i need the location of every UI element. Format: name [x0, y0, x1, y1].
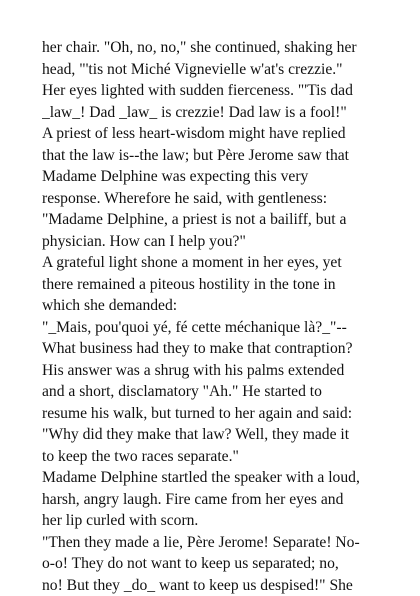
- paragraph-2: [42, 123, 402, 209]
- paragraph-4: [42, 252, 402, 317]
- text-line: "Then they made a lie, Père Jerome! Separate! No-: [42, 532, 402, 554]
- text-line: that the law is--the law; but Père Jerome saw that: [42, 145, 402, 167]
- text-line: _law_! Dad _law_ is crezzie! Dad law is a fool!": [42, 102, 402, 124]
- text-line: her lip curled with scorn.: [42, 510, 402, 532]
- text-line: harsh, angry laugh. Fire came from her eyes and: [42, 489, 402, 511]
- text-line: His answer was a shrug with his palms extended: [42, 360, 402, 382]
- text-line: A priest of less heart-wisdom might have replied: [42, 123, 402, 145]
- text-line: response. Wherefore he said, with gentleness:: [42, 188, 402, 210]
- text-line: Madame Delphine startled the speaker with a loud,: [42, 467, 402, 489]
- body-text: [42, 37, 402, 596]
- text-line: there remained a piteous hostility in the tone in: [42, 274, 402, 296]
- text-line: resume his walk, but turned to her again and said:: [42, 403, 402, 425]
- text-line: and a short, disclamatory "Ah." He started to: [42, 381, 402, 403]
- text-line: Madame Delphine was expecting this very: [42, 166, 402, 188]
- paragraph-8: [42, 532, 402, 596]
- text-line: which she demanded:: [42, 295, 402, 317]
- text-line: to keep the two races separate.": [42, 446, 402, 468]
- paragraph-6: [42, 360, 402, 468]
- text-line: What business had they to make that contraption?: [42, 338, 402, 360]
- text-line: her chair. "Oh, no, no," she continued, shaking her: [42, 37, 402, 59]
- paragraph-1: [42, 37, 402, 123]
- paragraph-7: [42, 467, 402, 532]
- text-line: o-o! They do not want to keep us separated; no,: [42, 553, 402, 575]
- text-line: physician. How can I help you?": [42, 231, 402, 253]
- paragraph-5: [42, 317, 402, 360]
- text-line: A grateful light shone a moment in her eyes, yet: [42, 252, 402, 274]
- paragraph-3: [42, 209, 402, 252]
- text-line: "Why did they make that law? Well, they made it: [42, 424, 402, 446]
- text-line: head, "'tis not Miché Vignevielle w'at's crezzie.": [42, 59, 402, 81]
- text-line: Her eyes lighted with sudden fierceness. "'Tis dad: [42, 80, 402, 102]
- text-line: "_Mais, pou'quoi yé, fé cette méchanique là?_"--: [42, 317, 402, 339]
- text-line: "Madame Delphine, a priest is not a bailiff, but a: [42, 209, 402, 231]
- text-line: no! But they _do_ want to keep us despised!" She: [42, 575, 402, 596]
